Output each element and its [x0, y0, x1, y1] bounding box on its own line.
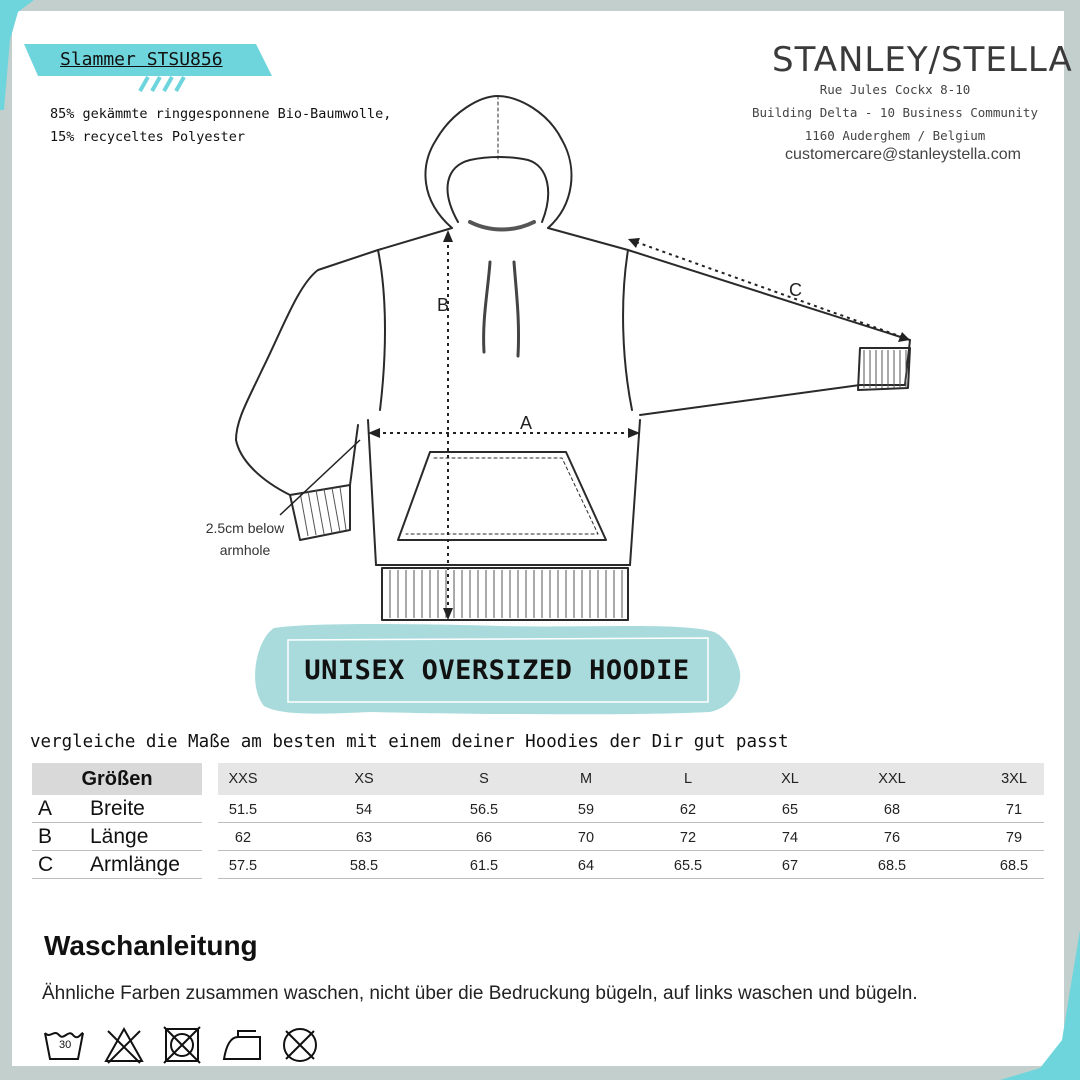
- table-cell: 61.5: [469, 858, 499, 874]
- size-header: 3XL: [1001, 771, 1027, 787]
- table-row: [32, 795, 1044, 823]
- size-table: [32, 763, 1044, 881]
- table-row: [32, 823, 1044, 851]
- table-cell: 68.5: [877, 858, 907, 874]
- corner-accent-bottom-right: [1000, 930, 1080, 1080]
- size-header: XXL: [878, 771, 906, 787]
- table-cell: 68: [883, 802, 901, 818]
- wash-text: Ähnliche Farben zusammen waschen, nicht über die Bedruckung bügeln, auf links waschen und bügeln.: [42, 983, 918, 1004]
- dimension-label-c: C: [789, 280, 802, 300]
- address-line: 1160 Auderghem / Belgium: [804, 128, 986, 143]
- dimension-label-b: B: [437, 295, 450, 315]
- table-cell: 67: [781, 858, 799, 874]
- no-tumble-dry-icon: [160, 1025, 204, 1065]
- material-line: 15% recyceltes Polyester: [50, 129, 246, 145]
- product-name: Slammer STSU856: [60, 49, 223, 70]
- armhole-note-line: 2.5cm below: [205, 520, 285, 536]
- wash-title: Waschanleitung: [44, 930, 258, 961]
- size-header: S: [479, 771, 489, 787]
- compare-note: vergleiche die Maße am besten mit einem deiner Hoodies der Dir gut passt: [30, 732, 789, 752]
- wash-30-icon: [42, 1025, 86, 1065]
- row-divider: [32, 878, 202, 879]
- care-icons: [42, 1025, 342, 1065]
- table-cell: 70: [577, 830, 595, 846]
- dimension-label-a: A: [520, 413, 533, 433]
- hem-band: [382, 568, 628, 620]
- banner-title: UNISEX OVERSIZED HOODIE: [304, 655, 690, 686]
- size-table-header-row: [218, 763, 1044, 795]
- row-letter: B: [38, 825, 53, 848]
- brand-email: customercare@stanleystella.com: [785, 146, 1021, 163]
- no-bleach-icon: [102, 1025, 146, 1065]
- frame-top-border: [0, 0, 1080, 11]
- table-cell: 62: [679, 802, 697, 818]
- armhole-note: [190, 517, 300, 561]
- wash-temperature: 30: [59, 1039, 72, 1051]
- table-cell: 72: [679, 830, 697, 846]
- table-cell: 54: [355, 802, 373, 818]
- hood-opening: [448, 157, 549, 222]
- table-cell: 65.5: [673, 858, 703, 874]
- table-cell: 63: [355, 830, 373, 846]
- size-table-header-label: Größen: [32, 763, 202, 795]
- product-tag: [24, 42, 272, 78]
- address-line: Rue Jules Cockx 8-10: [819, 82, 971, 97]
- size-header: XXS: [228, 771, 258, 787]
- frame-left-border: [0, 0, 12, 1080]
- row-divider: [218, 878, 1044, 879]
- row-name: Breite: [90, 797, 145, 820]
- table-cell: 64: [577, 858, 595, 874]
- size-header: L: [683, 771, 693, 787]
- right-cuff: [858, 348, 910, 390]
- table-cell: 56.5: [469, 802, 499, 818]
- table-cell: 59: [577, 802, 595, 818]
- dimension-c-line: [636, 242, 902, 337]
- table-cell: 76: [883, 830, 901, 846]
- table-cell: 71: [1005, 802, 1023, 818]
- size-header: XL: [781, 771, 799, 787]
- size-header: M: [579, 771, 593, 787]
- row-letter: A: [38, 797, 53, 820]
- size-header: XS: [354, 771, 374, 787]
- iron-icon: [220, 1025, 264, 1065]
- row-name: Länge: [90, 825, 149, 848]
- table-cell: 58.5: [349, 858, 379, 874]
- table-cell: 74: [781, 830, 799, 846]
- frame-bottom-border: [0, 1066, 1080, 1080]
- table-cell: 51.5: [228, 802, 258, 818]
- table-cell: 68.5: [999, 858, 1029, 874]
- address-line: Building Delta - 10 Business Community: [752, 105, 1038, 120]
- no-dry-clean-icon: [278, 1025, 322, 1065]
- table-cell: 66: [475, 830, 493, 846]
- brand-logo: STANLEY/STELLA: [772, 40, 1073, 80]
- table-cell: 62: [234, 830, 252, 846]
- row-letter: C: [38, 853, 54, 876]
- table-cell: 79: [1005, 830, 1023, 846]
- material-line: 85% gekämmte ringgesponnene Bio-Baumwolle,: [50, 106, 392, 122]
- table-cell: 57.5: [228, 858, 258, 874]
- armhole-note-line: armhole: [219, 542, 271, 558]
- table-cell: 65: [781, 802, 799, 818]
- table-row: [32, 851, 1044, 879]
- kangaroo-pocket: [398, 452, 606, 540]
- row-name: Armlänge: [90, 853, 180, 876]
